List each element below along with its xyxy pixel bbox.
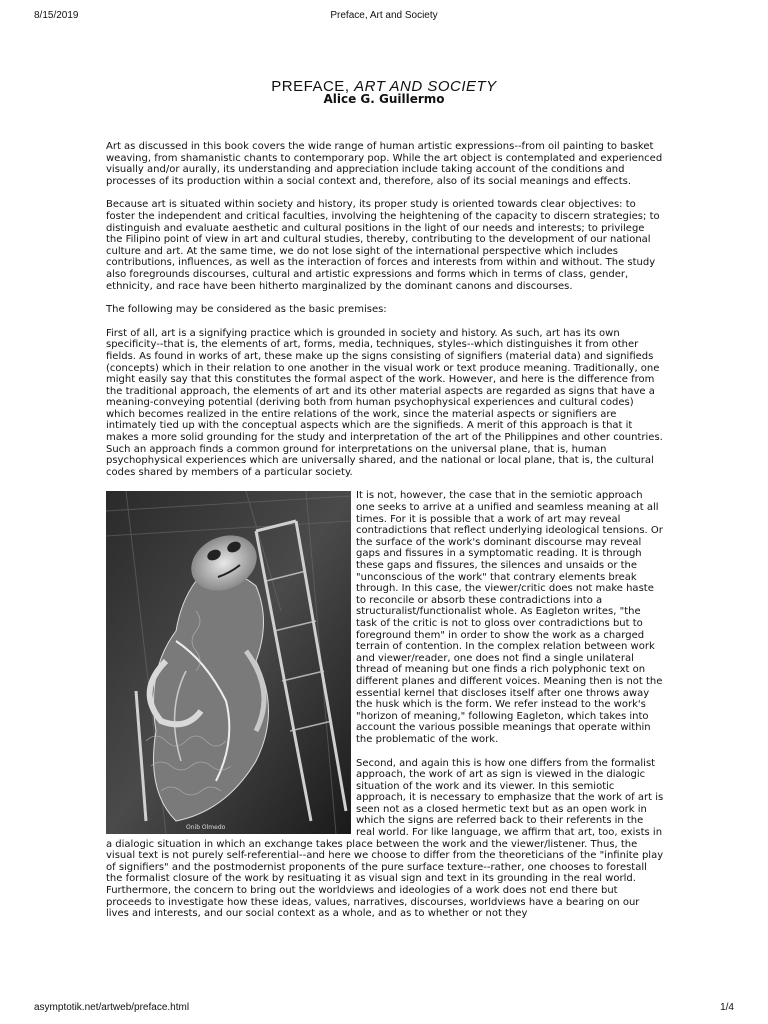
page-number: 1/4 xyxy=(720,1002,734,1013)
paragraph-2: Because art is situated within society and history, its proper study is oriented towards clear objectives: to foster the independent and critical faculties, involving the heightening of the capacity to discern strategies; to distinguish and evaluate aesthetic and cultural positions in the light of our needs and interests; to privilege the Filipino point of view in art and cultural studies, thereby, contributing to the development of our national culture and art. At the same time, we do not lose sight of the international perspective which includes contributions, influences, as well as the interaction of forces and interests from within and without. The study also foregrounds discourses, cultural and artistic expressions and forms which in terms of class, gender, ethnicity, and race have been hitherto marginalized by the dominant canons and discourses. xyxy=(106,199,660,292)
article-body xyxy=(106,141,664,932)
print-footer xyxy=(34,1002,734,1016)
paragraph-3: The following may be considered as the basic premises: xyxy=(106,304,387,316)
article-title-italic: ART AND SOCIETY xyxy=(354,78,497,95)
paragraph-5: It is not, however, the case that in the semiotic approach one seeks to arrive at a unified and seamless meaning at all times. For it is possible that a work of art may reveal contradictions that reflect underlying ideological tensions. Or the surface of the work's dominant discourse may reveal gaps and fissures in a symptomatic reading. It is through these gaps and fissures, the silences and unsaids or the "unconscious of the work" that contrary elements break through. In this case, the viewer/critic does not make haste to reconcile or absorb these contradictions into a structuralist/functionalist whole. As Eagleton writes, "the task of the critic is not to gloss over contradictions but to foreground them" in order to show the work as a charged terrain of contention. In the complex relation between work and viewer/reader, one does not find a single unilateral thread of meaning but one finds a rich polyphonic text on different planes and different voices. Meaning then is not the essential kernel that discloses itself after one throws away the husk which is the form. We refer instead to the work's "horizon of meaning," following Eagleton, which takes into account the various possible meanings that operate within the problematic of the work. xyxy=(356,490,663,745)
artwork-signature: Onib Olmedo xyxy=(186,824,226,832)
artwork-image xyxy=(106,491,351,834)
print-header xyxy=(34,10,734,24)
print-date: 8/15/2019 xyxy=(34,10,79,21)
article-header xyxy=(0,78,768,106)
paragraph-1: Art as discussed in this book covers the wide range of human artistic expressions--from oil painting to basket weaving, from shamanistic chants to contemporary pop. While the art object is contemplated and experienced visually and/or aurally, its understanding and appreciation include taking account of the conditions and processes of its production within a social context and, therefore, also of its social meanings and effects. xyxy=(106,141,663,187)
print-url: asymptotik.net/artweb/preface.html xyxy=(34,1002,190,1013)
paragraph-4: First of all, art is a signifying practice which is grounded in society and history. As such, art has its own specificity--that is, the elements of art, forms, media, techniques, styles--which distinguishes it from other fields. As found in works of art, these make up the signs consisting of signifiers (material data) and signifieds (concepts) which in their relation to one another in the visual work or text produce meaning. Traditionally, one might easily say that this constitutes the formal aspect of the work. However, and here is the difference from the traditional approach, the elements of art and its other material aspects are regarded as signs that have a meaning-conveying potential (deriving both from human psychophysical experiences and cultural codes) which becomes realized in the entire relations of the work, since the material aspects or signifiers are intimately tied up with the conceptual aspects which are the signifieds. A merit of this approach is that it makes a more solid grounding for the study and interpretation of the art of the Philippines and other countries. Such an approach finds a common ground for interpretations on the universal plane, that is, human psychophysical experiences which are universally shared, and the national or local plane, that is, the cultural codes shared by members of a particular society. xyxy=(106,327,663,478)
article-author: Alice G. Guillermo xyxy=(323,92,445,106)
artwork-illustration xyxy=(106,491,351,834)
print-page-title: Preface, Art and Society xyxy=(330,10,438,21)
paragraph-6: Second, and again this is how one differs from the formalist approach, the work of art as sign is viewed in the dialogic situation of the work and its viewer. In this semiotic approach, it is necessary to emphasize that the work of art is seen not as a closed hermetic text but as an open work in which the signs are referred back to their referents in the real world. For like language, we affirm that art, too, exists in a dialogic situation in which an exchange takes place between the work and the viewer/listener. Thus, the visual text is not purely self-referential--and here we choose to differ from the theoreticians of the "infinite play of signifiers" and the postmodernist proponents of the pure surface texture--rather, one chooses to forestall the formalist closure of the work by resituating it as visual sign and text in its grounding in the real world. Furthermore, the concern to bring out the worldviews and ideologies of a work does not end there but proceeds to investigate how these ideas, values, narratives, discourses, worldviews have a bearing on our lives and interests, and our social context as a whole, and as to whether or not they xyxy=(106,757,664,920)
article-title-plain: PREFACE, xyxy=(271,78,355,95)
